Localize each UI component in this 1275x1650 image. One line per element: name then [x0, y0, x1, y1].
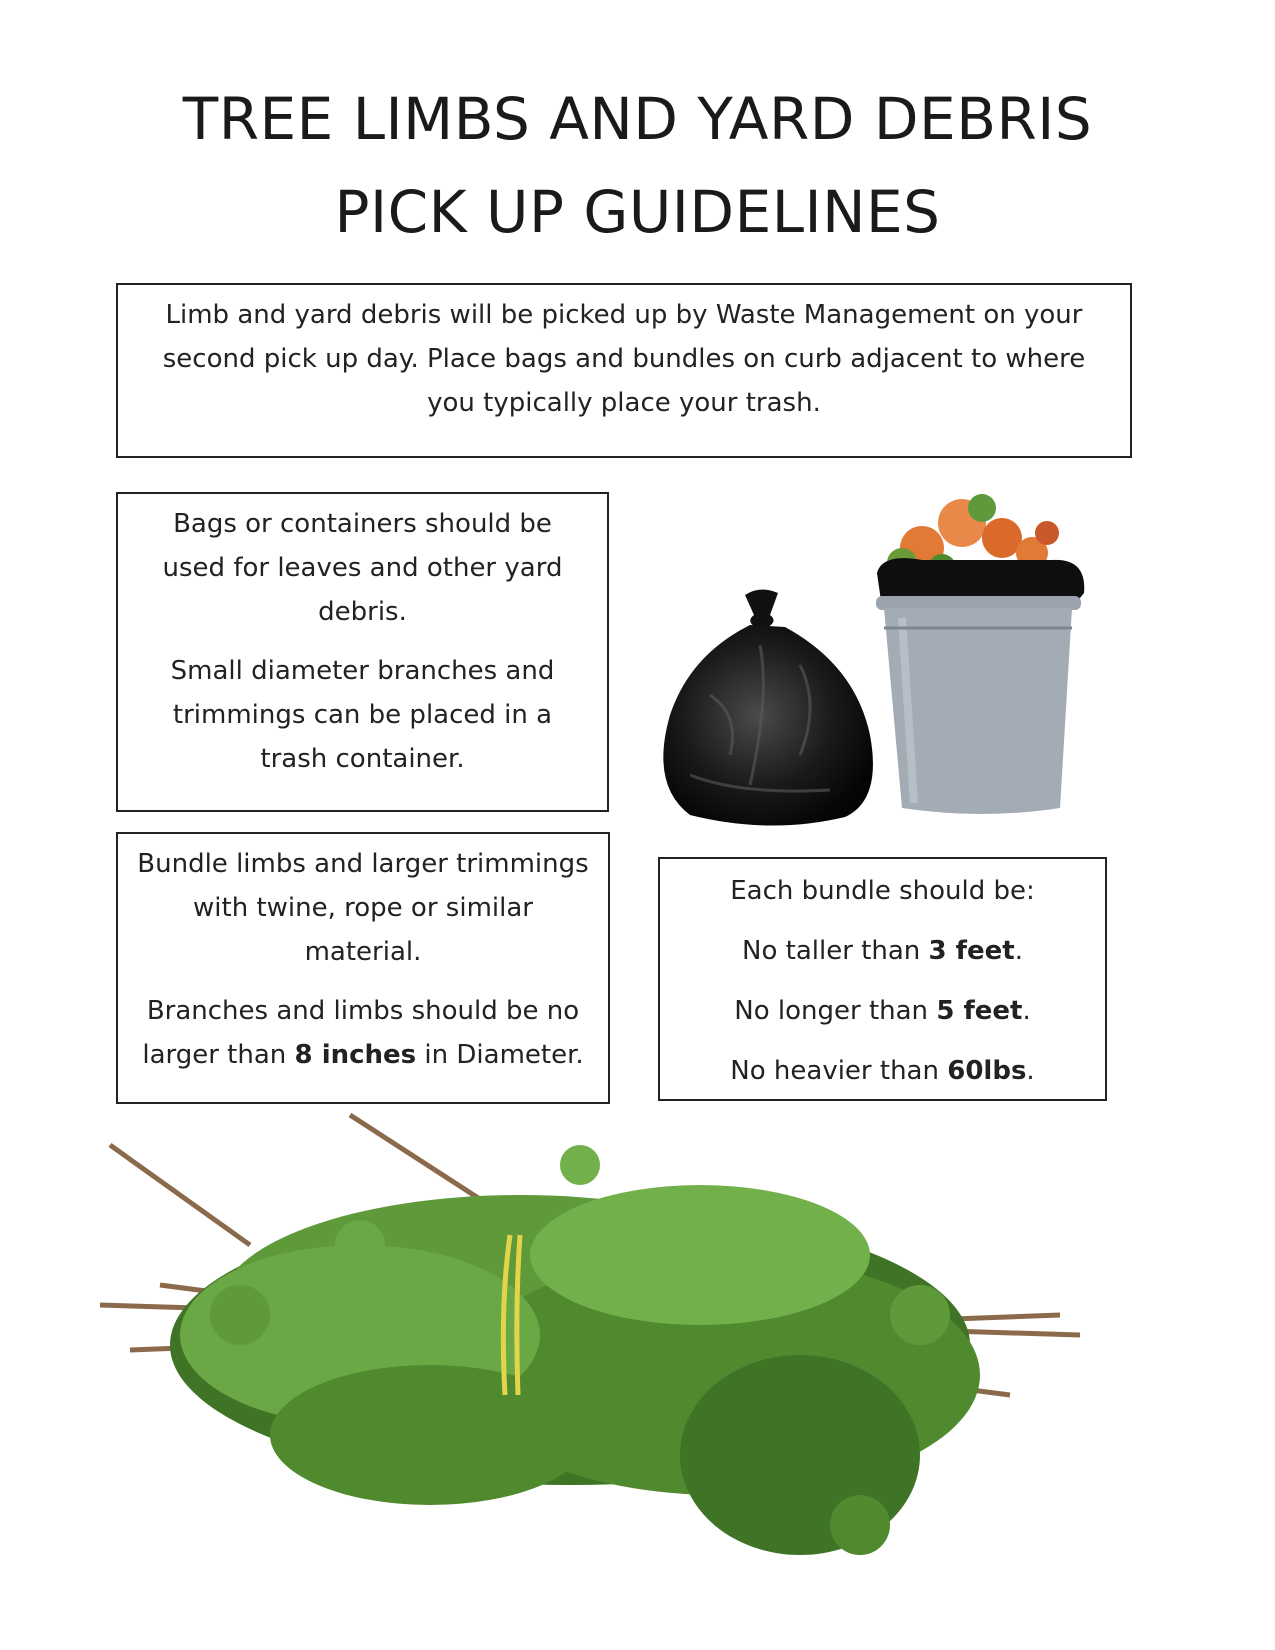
limb-bundle-illustration — [100, 1105, 1100, 1605]
page-title-line-1: TREE LIMBS AND YARD DEBRIS — [182, 85, 1093, 153]
bundle-limbs-box — [116, 832, 610, 1104]
intro-notice-box — [116, 283, 1132, 458]
page-title-line-2: PICK UP GUIDELINES — [334, 178, 941, 246]
limit-height-prefix: No taller than — [742, 936, 929, 966]
limit-weight-value: 60lbs — [947, 1056, 1027, 1086]
limit-weight — [670, 1049, 1095, 1093]
limit-length-value: 5 feet — [936, 996, 1023, 1026]
sizes-heading: Each bundle should be: — [730, 876, 1035, 906]
limit-length-suffix: . — [1022, 996, 1031, 1026]
trash-bag-illustration — [650, 585, 890, 830]
limit-length-prefix: No longer than — [734, 996, 937, 1026]
bundle-size-limits-box — [658, 857, 1107, 1101]
intro-text: Limb and yard debris will be picked up by Waste Management on your second pick up day. Place bags and bundles on curb adjacent to where you typically place your trash. — [162, 300, 1086, 418]
limit-weight-prefix: No heavier than — [730, 1056, 948, 1086]
bags-paragraph: Bags or containers should be used for leaves and other yard debris. — [162, 509, 563, 627]
limit-length — [670, 989, 1095, 1033]
diameter-prefix: Branches and limbs should be no larger than — [142, 996, 580, 1070]
small-branches-paragraph: Small diameter branches and trimmings can be placed in a trash container. — [170, 656, 555, 774]
limit-weight-suffix: . — [1026, 1056, 1035, 1086]
leaf-mass — [170, 1145, 980, 1555]
diameter-limit: 8 inches — [294, 1040, 417, 1070]
trash-can-illustration — [862, 478, 1092, 818]
bundle-paragraph: Bundle limbs and larger trimmings with twine, rope or similar material. — [137, 849, 589, 967]
diameter-paragraph — [134, 989, 592, 1077]
limit-height-value: 3 feet — [928, 936, 1015, 966]
limit-height-suffix: . — [1014, 936, 1023, 966]
diameter-suffix: in Diameter. — [416, 1040, 584, 1070]
limit-height — [670, 929, 1095, 973]
bags-containers-box — [116, 492, 609, 812]
